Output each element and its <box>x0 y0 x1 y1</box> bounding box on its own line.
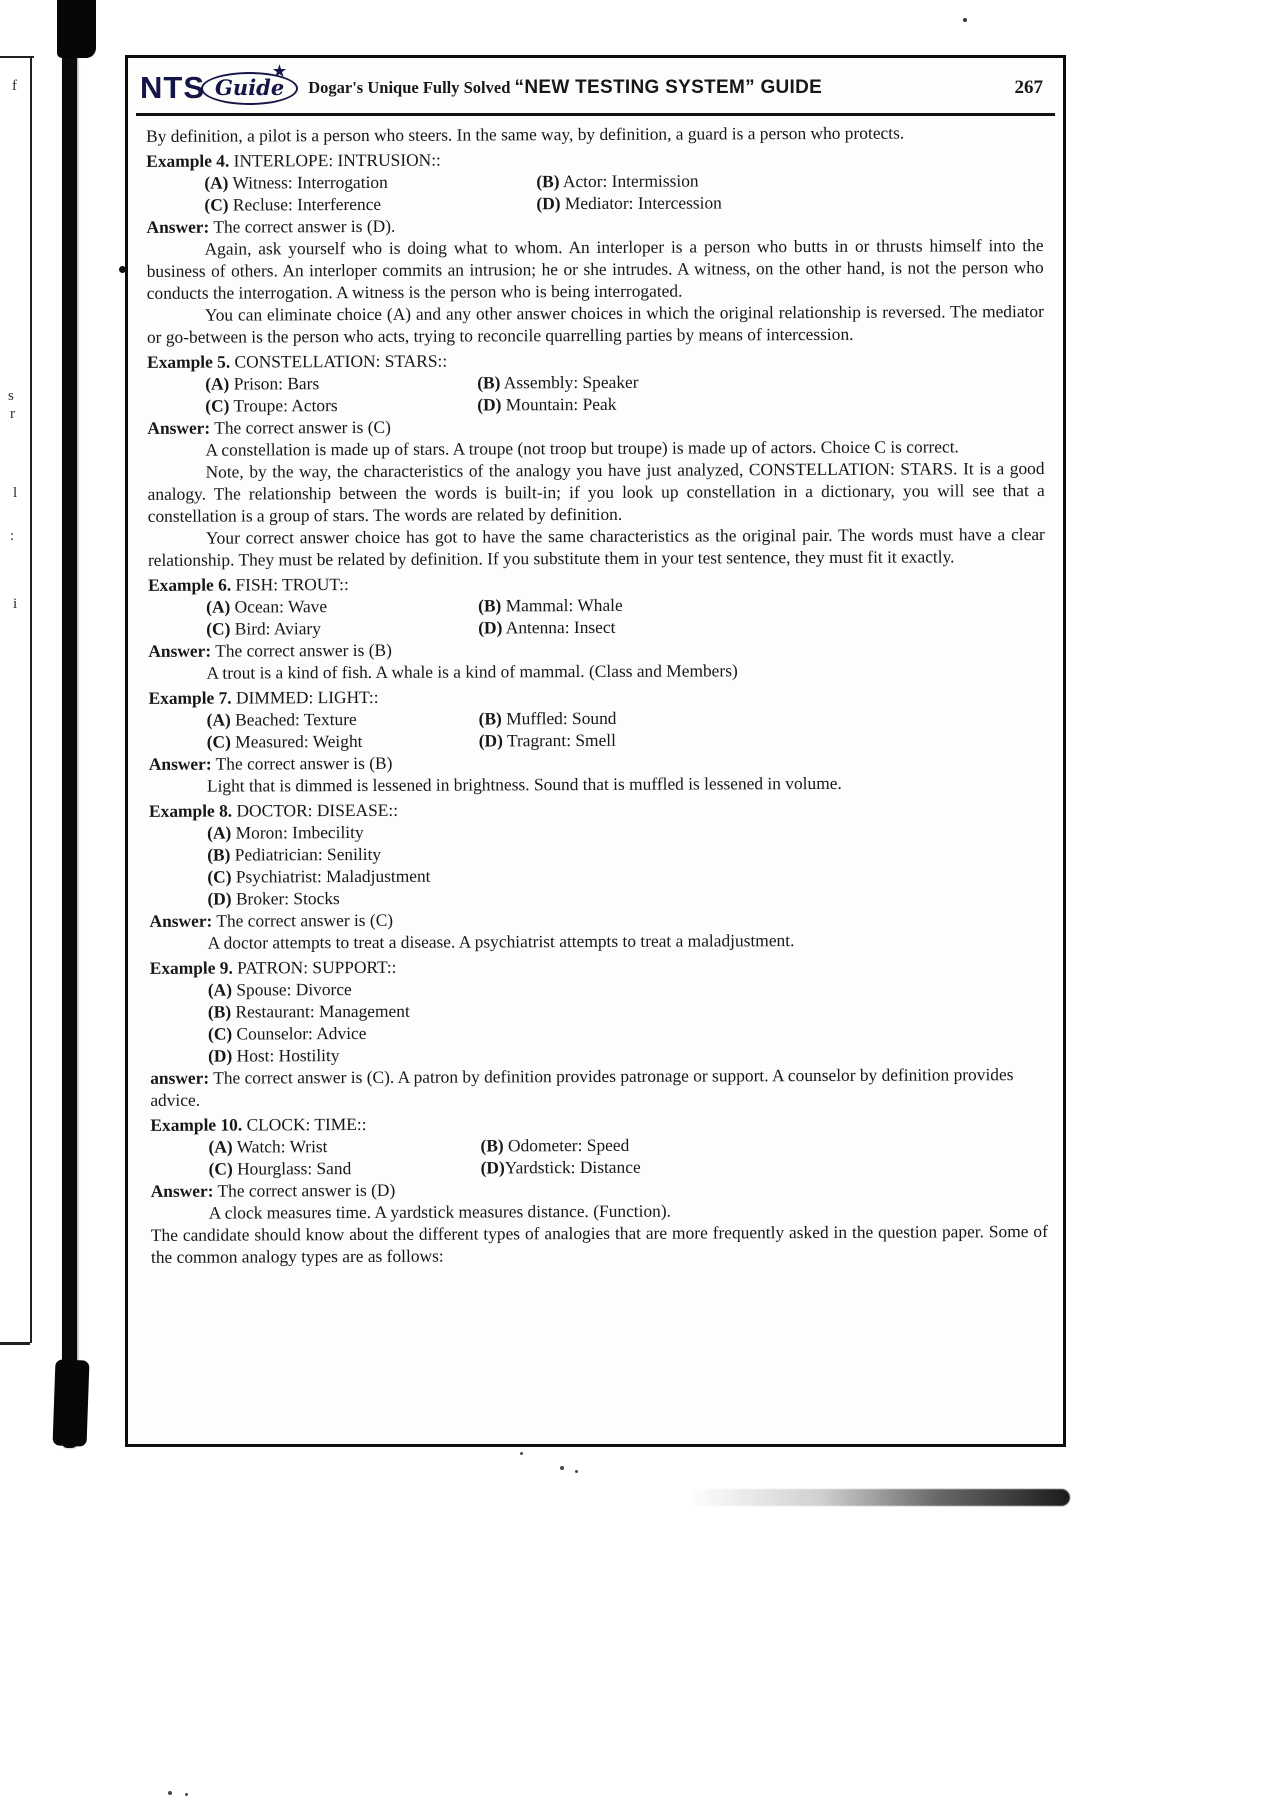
example-pair: INTERLOPE: INTRUSION:: <box>229 149 441 171</box>
scan-artifact-speck <box>520 1452 523 1455</box>
scan-artifact-bottom-smudge <box>688 1489 1070 1506</box>
page-frame <box>125 55 1066 1447</box>
example-9 <box>150 953 1048 1111</box>
option-d: (D) Broker: Stocks <box>207 888 340 909</box>
page-body <box>128 112 1068 1268</box>
option-d: (D)Yardstick: Distance <box>480 1156 641 1178</box>
option-c: (C) Measured: Weight <box>206 730 363 752</box>
option-d: (D) Host: Hostility <box>208 1045 340 1066</box>
logo-guide-oval <box>201 61 298 105</box>
example-label: Example 6. <box>148 574 232 595</box>
page-header <box>128 58 1063 106</box>
explanation-paragraph: A doctor attempts to treat a disease. A psychiatrist attempts to treat a maladjustment. <box>207 930 795 953</box>
scan-artifact-speck <box>185 1793 188 1796</box>
example-label: Example 5. <box>147 351 231 372</box>
scan-artifact-left-bar-bottom <box>53 1359 90 1446</box>
scan-artifact-speck <box>168 1791 172 1795</box>
answer-line: Answer: The correct answer is (C) <box>147 416 391 438</box>
scan-artifact-top-dot <box>963 18 967 22</box>
example-pair: FISH: TROUT:: <box>231 574 349 595</box>
option-c: (C) Bird: Aviary <box>206 618 321 639</box>
option-c: (C) Troupe: Actors <box>205 395 338 416</box>
closing-paragraph: The candidate should know about the different types of analogies that are more frequently asked in the question paper. Some of the common analogy types are as follows: <box>150 1220 1048 1267</box>
example-pair: CONSTELLATION: STARS:: <box>230 350 448 372</box>
option-b: (B) Pediatrician: Senility <box>207 843 382 865</box>
scan-artifact-left-bar <box>62 0 77 1448</box>
example-label: Example 8. <box>148 800 233 821</box>
option-a: (A) Witness: Interrogation <box>204 171 388 193</box>
scan-artifact-margin-glyph: s <box>8 388 14 404</box>
scan-artifact-margin-glyph: l <box>13 485 18 501</box>
intro-paragraph: By definition, a pilot is a person who steers. In the same way, by definition, a guard is a person who protects. <box>146 122 905 146</box>
option-c: (C) Hourglass: Sand <box>208 1158 352 1179</box>
header-book-title: “NEW TESTING SYSTEM” GUIDE <box>514 77 823 98</box>
option-c: (C) Counselor: Advice <box>207 1022 367 1044</box>
header-title <box>308 77 822 99</box>
scan-artifact-left-bar-top <box>57 0 96 58</box>
answer-line: Answer: The correct answer is (B) <box>148 752 393 774</box>
example-8 <box>149 796 1047 954</box>
option-a: (A) Prison: Bars <box>205 373 320 394</box>
answer-line: answer: The correct answer is (C). A patron by definition provides patronage or support. A counselor by definition provides advice. <box>150 1064 1014 1110</box>
option-c: (C) Psychiatrist: Maladjustment <box>207 865 431 887</box>
example-7 <box>148 683 1045 797</box>
explanation-paragraph: A clock measures time. A yardstick measures distance. (Function). <box>208 1200 672 1223</box>
option-a: (A) Spouse: Divorce <box>207 979 352 1000</box>
scan-artifact-margin-glyph: r <box>10 406 15 422</box>
option-b: (B) Odometer: Speed <box>480 1134 630 1156</box>
option-b: (B) Muffled: Sound <box>478 707 617 729</box>
scan-artifact-margin-glyph: i <box>13 596 18 612</box>
star-icon: ★ <box>272 61 287 80</box>
option-d: (D) Antenna: Insect <box>478 616 616 638</box>
page-number: 267 <box>1014 77 1043 98</box>
options-list <box>205 369 1044 417</box>
nts-guide-logo <box>140 61 298 106</box>
options-list <box>208 1132 1047 1180</box>
answer-line: Answer: The correct answer is (D) <box>150 1179 396 1201</box>
scan-artifact-binding-line <box>30 57 32 1343</box>
explanation-paragraph: You can eliminate choice (A) and any other answer choices in which the original relationship is reversed. The mediator or go-between is the person who acts, trying to reconcile quarrelling parties by means of intercession. <box>146 301 1044 347</box>
answer-line: Answer: The correct answer is (B) <box>148 639 392 661</box>
option-b: (B) Mammal: Whale <box>478 594 623 616</box>
answer-line: Answer: The correct answer is (C) <box>149 909 394 931</box>
example-label: Example 4. <box>146 150 230 171</box>
option-d: (D) Mountain: Peak <box>477 393 617 415</box>
example-label: Example 7. <box>148 687 232 708</box>
option-c: (C) Recluse: Interference <box>204 193 382 215</box>
answer-line: Answer: The correct answer is (D). <box>146 215 396 237</box>
scan-artifact-tick-top <box>0 56 34 58</box>
explanation-paragraph: Your correct answer choice has got to have the same characteristics as the original pair. The words must have a clear relationship. They must be related by definition. If you substitute them in your test sentence, they must fit it exactly. <box>147 524 1045 570</box>
header-tagline: Dogar's Unique Fully Solved <box>308 78 515 97</box>
scan-artifact-margin-glyph: : <box>10 528 15 544</box>
explanation-paragraph: Note, by the way, the characteristics of the analogy you have just analyzed, CONSTELLATION: STARS. It is a good analogy. The relationship between the words is built-in; if you look up constellation in a dictionary, you will see that a constellation is a group of stars. The words are related by definition. <box>147 458 1045 526</box>
options-list <box>207 705 1046 753</box>
scan-artifact-speck <box>560 1466 564 1470</box>
example-4 <box>146 146 1044 348</box>
option-b: (B) Restaurant: Management <box>207 1000 410 1022</box>
explanation-paragraph: Again, ask yourself who is doing what to whom. An interloper is a person who butts in or thrusts himself into the business of others. An interloper commits an intrusion; he or she intrudes. A witness, on the other hand, is not the person who conducts the interrogation. A witness is the person who is being interrogated. <box>146 235 1044 303</box>
example-label: Example 10. <box>150 1114 243 1135</box>
options-list <box>208 975 1047 1067</box>
example-5 <box>147 347 1045 571</box>
example-pair: CLOCK: TIME:: <box>242 1113 367 1135</box>
scan-artifact-speck <box>575 1470 578 1473</box>
example-pair: PATRON: SUPPORT:: <box>232 956 397 978</box>
logo-nts-text: NTS <box>140 70 205 105</box>
option-a: (A) Ocean: Wave <box>206 596 328 617</box>
explanation-paragraph: A constellation is made up of stars. A troupe (not troop but troupe) is made up of actors. Choice C is correct. <box>205 436 959 460</box>
option-a: (A) Watch: Wrist <box>208 1136 328 1157</box>
logo-guide-text: Guide <box>215 74 285 100</box>
explanation-paragraph: Light that is dimmed is lessened in brightness. Sound that is muffled is lessened in volume. <box>206 772 842 796</box>
example-pair: DIMMED: LIGHT:: <box>231 686 379 708</box>
explanation-paragraph: A trout is a kind of fish. A whale is a kind of mammal. (Class and Members) <box>206 660 738 683</box>
option-b: (B) Actor: Intermission <box>536 170 699 192</box>
option-a: (A) Moron: Imbecility <box>207 821 364 843</box>
example-10 <box>150 1110 1047 1224</box>
example-pair: DOCTOR: DISEASE:: <box>232 799 399 821</box>
option-b: (B) Assembly: Speaker <box>477 371 639 393</box>
example-6 <box>148 570 1045 684</box>
options-list <box>206 592 1045 640</box>
options-list <box>207 818 1046 910</box>
options-list <box>204 168 1043 216</box>
scan-artifact-margin-glyph: f <box>12 78 17 94</box>
scan-artifact-tick-bottom <box>0 1342 30 1345</box>
example-label: Example 9. <box>149 957 233 978</box>
option-a: (A) Beached: Texture <box>206 709 357 730</box>
option-d: (D) Mediator: Intercession <box>536 192 722 214</box>
option-d: (D) Tragrant: Smell <box>478 729 616 751</box>
